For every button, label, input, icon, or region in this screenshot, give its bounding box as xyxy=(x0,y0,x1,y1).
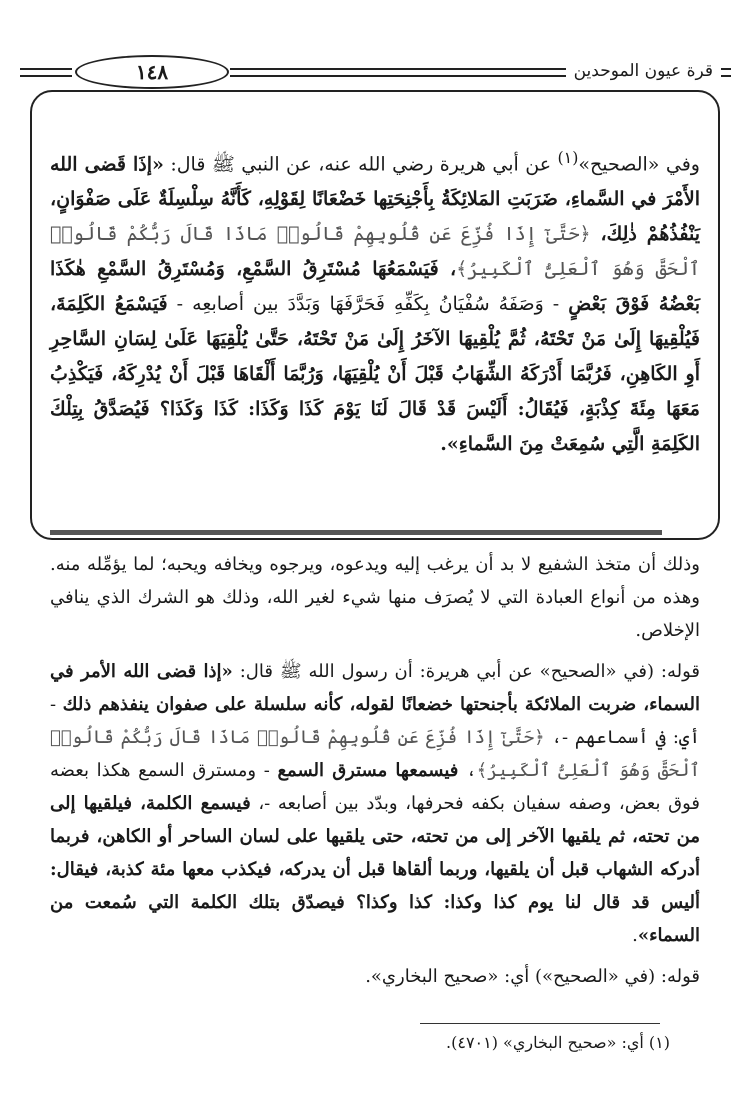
header-rule-left xyxy=(20,68,72,77)
commentary-quote-1: «إذا قضى الله الأمر في السماء، ضربت الملائكة بأجنحتها خضعانًا لقوله، كأنه سلسلة على صفوان ينفذهم ذلك xyxy=(50,661,700,715)
hadith-chain: عن أبي هريرة رضي الله عنه، عن النبي ﷺ قال: xyxy=(163,153,558,176)
hadith-matn-3: فَيَسْمَعُ الكَلِمَةَ، فَيُلْقِيهَا إِلَىٰ مَنْ تَحْتَهُ، ثُمَّ يُلْقِيهَا الآخَرُ إِلَىٰ مَنْ تَحْتَهُ، حَتَّىٰ يُلْقِيَهَا عَلَىٰ لِسَانِ السَّاحِرِ أَوِ الكَاهِنِ، فَرُبَّمَا أَدْرَكَهُ الشِّهَابُ قَبْلَ أَنْ يُلْقِيَهَا، وَرُبَّمَا أَلْقَاهَا قَبْلَ أَنْ يُدْرِكَهُ، فَيَكْذِبُ مَعَهَا مِئَةَ كِذْبَةٍ، فَيُقَالُ: أَلَيْسَ قَدْ قَالَ لَنَا يَوْمَ كَذَا وَكَذَا: كَذَا وَكَذَا؟ فَيُصَدَّقُ بِتِلْكَ الكَلِمَةِ الَّتِي سُمِعَتْ مِنَ السَّماءِ». xyxy=(50,293,700,456)
footnote: (١) أي: «صحيح البخاري» (٤٧٠١). xyxy=(446,1033,670,1052)
footnote-rule xyxy=(420,1023,660,1024)
commentary-quote-2: فيسمعها مسترق السمع xyxy=(277,760,459,781)
page-header xyxy=(20,50,731,90)
running-title xyxy=(80,60,721,82)
commentary-gloss-2: - ومسترق السمع هكذا بعضه فوق بعض، وصفه سفيان بكفه فحرفها، وبدّد بين أصابعه -، xyxy=(50,760,700,814)
hadith-text xyxy=(50,140,700,462)
commentary xyxy=(50,548,700,1001)
commentary-paragraph-2 xyxy=(50,655,700,952)
hadith-matn-1: «إذَا قَضى الله الأَمْرَ في السَّماءِ، ضَرَبَتِ المَلائِكَةُ بِأَجْنِحَتِها خَضْعَانًا لِقَوْلِهِ، كَأَنَّهُ سِلْسِلَةٌ عَلَى صَفْوَانٍ، يَنْفُذُهُمْ ذٰلِكَ، xyxy=(50,153,700,246)
commentary-quote-3: فيسمع الكلمة، فيلقيها إلى من تحته، ثم يلقيها الآخر إلى من تحته، حتى يلقيها على لسان الساحر أو الكاهن، فربما أدركه الشهاب قبل أن يلقيها، وربما ألقاها قبل أن يدركه، فيكذب معها مئة كذبة، فيقال: أليس قد قال لنا يوم كذا وكذا: كذا وكذا؟ فيصدّق بتلك الكلمة التي سُمعت من السماء» xyxy=(50,793,700,946)
book-title: قرة عيون الموحدين xyxy=(566,61,721,81)
commentary-paragraph-1: وذلك أن متخذ الشفيع لا بد أن يرغب إليه ويدعوه، ويرجوه ويخافه ويحبه؛ لما يؤمِّله منه. وهذه من أنواع العبادة التي لا يُصرَف منها شيء لغير الله، وذلك هو الشرك الذي ينافي الإخلاص. xyxy=(50,554,700,641)
hadith-narrator-note: - وَصَفَهُ سُفْيَانُ بِكَفِّهِ فَحَرَّفَهَا وَبَدَّدَ بين أصابعِه - xyxy=(167,293,569,316)
quran-verse-1: ﴿حَتَّىٰٓ إِذَا فُزِّعَ عَن قُلُوبِهِمْ قَالُوا۟ مَاذَا قَالَ رَبُّكُمْ قَالُوا۟ ٱلْحَقَّ وَهُوَ ٱلْعَلِىُّ ٱلْكَبِيرُ﴾ xyxy=(50,223,700,281)
footnote-marker: (١) xyxy=(557,148,579,167)
commentary-end: . xyxy=(632,925,638,946)
hadith-matn-2: ، فَيَسْمَعُهَا مُسْتَرِقُ السَّمْعِ، وَمُسْتَرِقُ السَّمْعِ هٰكَذَا بَعْضُهُ فَوْقَ بَعْضٍ xyxy=(50,258,700,316)
quran-verse-2: ﴿حَتَّىٰٓ إِذَا فُزِّعَ عَن قُلُوبِهِمْ قَالُوا۟ مَاذَا قَالَ رَبُّكُمْ قَالُوا۟ ٱلْحَقَّ وَهُوَ ٱلْعَلِىُّ ٱلْكَبِيرُ﴾ xyxy=(50,727,700,781)
commentary-quote-intro: قوله: (في «الصحيح» عن أبي هريرة: أن رسول الله ﷺ قال: xyxy=(232,661,701,682)
section-divider xyxy=(50,530,662,535)
commentary-gloss: - أي: في أسماعهم -، xyxy=(50,694,700,748)
page-number: ١٤٨ xyxy=(75,55,229,89)
commentary-paragraph-3: قوله: (في «الصحيح») أي: «صحيح البخاري». xyxy=(365,966,700,987)
hadith-intro: وفي «الصحيح» xyxy=(578,153,700,176)
commentary-sep: ، xyxy=(458,760,477,781)
